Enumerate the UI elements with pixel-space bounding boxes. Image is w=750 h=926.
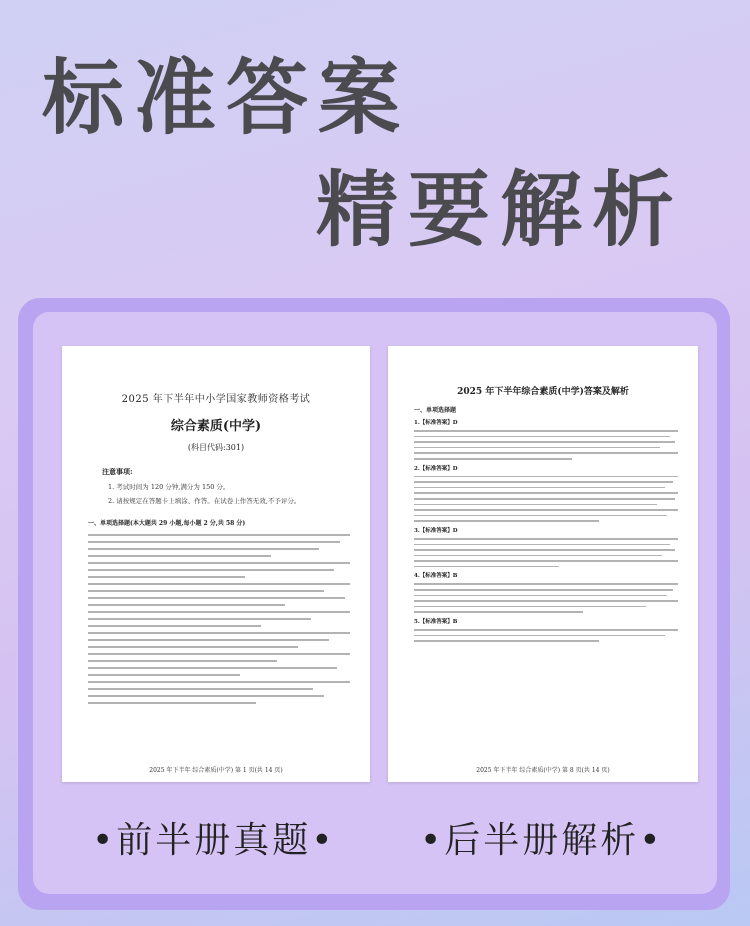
exam-subject-code: (科目代码:301) [187,443,245,452]
exam-page-footer: 2025 年下半年 综合素质(中学) 第 1 页(共 14 页) [149,767,283,774]
answer-tag: 1.【标准答案】D [414,420,458,426]
analysis-page-footer: 2025 年下半年 综合素质(中学) 第 8 页(共 14 页) [476,767,610,774]
exam-section-heading: 一、单项选择题(本大题共 29 小题,每小题 2 分,共 58 分) [88,520,246,527]
analysis-text [414,430,678,460]
caption-second-half-analysis: •后半册解析• [420,820,664,861]
analysis-text [414,583,678,613]
headline-concise-analysis: 精要解析 [316,163,685,258]
analysis-text [414,538,678,568]
analysis-text [414,629,678,642]
exam-paper-page [62,346,370,782]
analysis-text [414,476,678,522]
exam-title: 2025 年下半年中小学国家教师资格考试 [121,394,311,405]
exam-question-text [88,534,350,704]
answer-tag: 3.【标准答案】D [414,527,458,534]
answer-analysis-page [388,346,698,782]
exam-note-2: 2. 请按规定在答题卡上填涂、作答。在试卷上作答无效,不予评分。 [108,497,301,505]
analysis-title: 2025 年下半年综合素质(中学)答案及解析 [457,387,629,397]
analysis-section-heading: 一、单项选择题 [414,407,457,414]
headline-standard-answer: 标准答案 [42,51,411,146]
exam-notice-title: 注意事项: [102,467,133,476]
answer-tag: 5.【标准答案】B [414,619,458,626]
caption-first-half-exam: •前半册真题• [92,820,336,861]
answer-tag: 2.【标准答案】D [414,465,458,472]
answer-tag: 4.【标准答案】B [414,573,458,580]
exam-subtitle: 综合素质(中学) [170,419,262,434]
exam-note-1: 1. 考试时间为 120 分钟,满分为 150 分。 [108,483,230,491]
